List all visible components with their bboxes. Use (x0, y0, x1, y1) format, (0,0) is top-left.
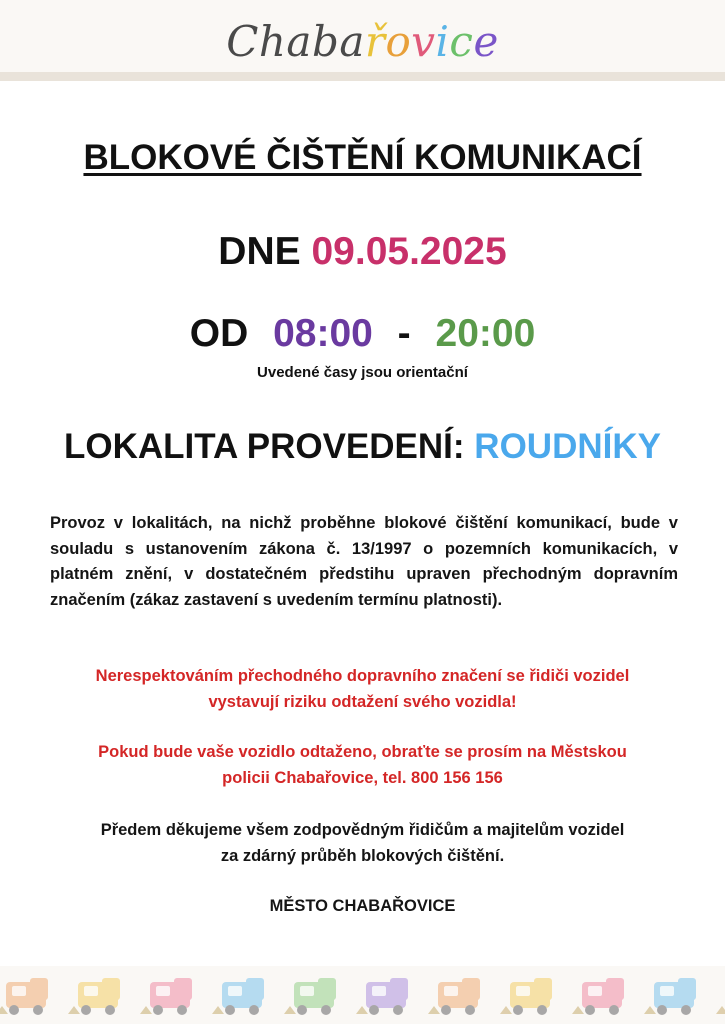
sweeper-vehicle-icon (140, 978, 192, 1015)
location-value: ROUDNÍKY (474, 427, 661, 466)
towing-warning (30, 664, 695, 715)
sweeper-vehicle-icon (284, 978, 336, 1015)
notice-body: Provoz v lokalitách, na nichž proběhne blokové čištění komunikací, bude v souladu s ustanovením zákona č. 13/1997 o pozemních komunikacích, v platném znění, v dostatečném předstihu upraven přechodným dopravním značením (zákaz zastavení s uvedením termínu platnosti). (50, 514, 678, 609)
sweeper-vehicle-icon (716, 978, 725, 1015)
location-line (0, 422, 725, 472)
town-logo (0, 14, 725, 70)
signature: MĚSTO CHABAŘOVICE (269, 897, 456, 915)
sweeper-vehicle-icon (68, 978, 120, 1015)
logo-letter: e (473, 17, 499, 66)
logo-letter: C (226, 17, 259, 66)
logo-letter: b (311, 17, 340, 66)
sweeper-vehicle-icon (0, 978, 48, 1015)
time-from: 08:00 (273, 312, 373, 355)
logo-letter: v (411, 17, 436, 66)
logo-letter: a (286, 17, 312, 66)
logo-letter: a (339, 17, 365, 66)
notice-title (0, 134, 725, 182)
header-divider (0, 72, 725, 81)
footer-vehicle-pattern (0, 966, 725, 1024)
location-label: LOKALITA PROVEDENÍ: (64, 427, 465, 466)
time-from-label: OD (189, 312, 249, 355)
date-line (0, 226, 725, 278)
street-sweeper-illustration (0, 966, 725, 1024)
thanks-line: Předem děkujeme všem zodpovědným řidičům a majitelům vozidel (100, 821, 625, 839)
police-contact-line: Pokud bude vaše vozidlo odtaženo, obraťte se prosím na Městskou (98, 743, 627, 761)
sweeper-vehicle-icon (428, 978, 480, 1015)
logo-letter: i (435, 17, 450, 66)
time-to: 20:00 (435, 312, 536, 355)
logo-letter: c (449, 17, 474, 66)
towing-warning-line: vystavují riziku odtažení svého vozidla! (208, 692, 517, 711)
date-label: DNE (218, 230, 301, 273)
thanks-note (30, 818, 695, 869)
sweeper-vehicle-icon (572, 978, 624, 1015)
time-note: Uvedené časy jsou orientační (257, 364, 468, 381)
sweeper-vehicle-icon (644, 978, 696, 1015)
notice-title-text: BLOKOVÉ ČIŠTĚNÍ KOMUNIKACÍ (83, 138, 642, 177)
time-separator: - (397, 312, 411, 355)
sweeper-vehicle-icon (500, 978, 552, 1015)
police-contact-line: policii Chabařovice, tel. 800 156 156 (222, 768, 503, 787)
police-contact (30, 740, 695, 791)
date-value: 09.05.2025 (311, 230, 507, 273)
sweeper-vehicle-icon (356, 978, 408, 1015)
thanks-line: za zdárný průběh blokových čištění. (220, 846, 505, 865)
time-line (0, 308, 725, 360)
logo-letter: h (258, 17, 287, 66)
sweeper-vehicle-icon (212, 978, 264, 1015)
towing-warning-line: Nerespektováním přechodného dopravního značení se řidiči vozidel (95, 667, 630, 685)
logo-letter: ř (364, 17, 386, 66)
logo-letter: o (385, 17, 412, 66)
